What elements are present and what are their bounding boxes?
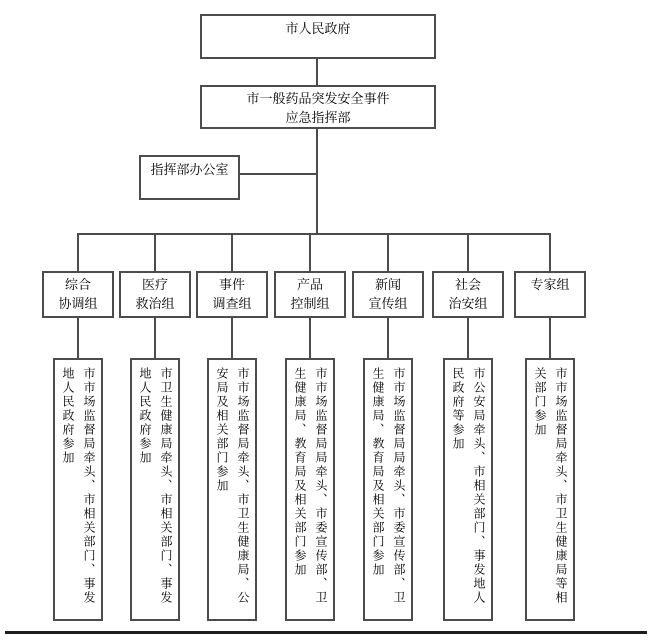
group-label-line: 社会 — [454, 277, 481, 292]
group-label-line: 产品 — [296, 277, 323, 292]
group-box-expert-group — [514, 271, 586, 318]
group-label-line: 协调组 — [58, 296, 98, 311]
group-box-medical-treatment-group — [119, 271, 191, 318]
office-box-headquarters-office — [139, 155, 240, 200]
detail-box-news-publicity-group: 市市场监督局局牵头、市委宣传部、卫生健康局、教育局及相关部门参加 — [363, 358, 413, 621]
command-box-emergency-headquarters — [200, 85, 436, 129]
group-label-line: 医疗 — [141, 277, 168, 292]
group-box-news-publicity-group — [352, 271, 424, 318]
group-box-product-control-group — [274, 271, 346, 318]
group-label-line: 综合 — [64, 277, 91, 292]
group-label-line: 专家组 — [530, 277, 570, 292]
office-label: 指挥部办公室 — [150, 162, 229, 177]
detail-box-product-control-group: 市市场监督局局牵头、市委宣传部、卫生健康局、教育局及相关部门参加 — [285, 358, 335, 621]
drop-line-incident-investigation-group — [231, 233, 233, 271]
group-box-public-security-group — [432, 271, 504, 318]
group-label-line: 宣传组 — [368, 296, 408, 311]
drop-line-public-security-group — [467, 233, 469, 271]
detail-box-expert-group: 市市场监督局牵头、市卫生健康局等相关部门参加 — [525, 358, 575, 621]
distribution-line — [77, 233, 551, 235]
group-label-line: 治安组 — [448, 296, 488, 311]
drop-line-product-detail — [309, 318, 311, 358]
drop-line-coordination-group — [77, 233, 79, 271]
drop-line-expert-detail — [549, 318, 551, 358]
page-bottom-rule — [5, 631, 647, 634]
drop-line-security-detail — [467, 318, 469, 358]
root-box-municipal-government — [200, 14, 436, 59]
connector-root-to-command — [316, 59, 318, 85]
drop-line-medical-treatment-group — [154, 233, 156, 271]
group-label-line: 事件 — [218, 277, 245, 292]
drop-line-news-detail — [387, 318, 389, 358]
connector-command-to-groups — [316, 129, 318, 233]
group-box-coordination-group — [42, 271, 114, 318]
detail-box-public-security-group: 市公安局牵头、市相关部门、事发地人民政府等参加 — [443, 358, 493, 621]
drop-line-product-control-group — [309, 233, 311, 271]
group-label-line: 救治组 — [135, 296, 175, 311]
drop-line-coordination-detail — [77, 318, 79, 358]
group-label-line: 控制组 — [290, 296, 330, 311]
group-label-line: 调查组 — [212, 296, 252, 311]
root-label: 市人民政府 — [285, 21, 351, 36]
detail-box-coordination-group: 市市场监督局牵头、市相关部门、事发地人民政府参加 — [53, 358, 103, 621]
connector-office-to-trunk — [240, 173, 317, 175]
detail-box-incident-investigation-group: 市市场监督局牵头、市卫生健康局、公安局及相关部门参加 — [207, 358, 257, 621]
command-label-line1: 市一般药品突发安全事件 — [246, 91, 390, 106]
group-label-line: 新闻 — [374, 277, 401, 292]
drop-line-investigation-detail — [231, 318, 233, 358]
command-label-line2: 应急指挥部 — [285, 110, 351, 125]
group-box-incident-investigation-group — [196, 271, 268, 318]
drop-line-news-publicity-group — [387, 233, 389, 271]
drop-line-medical-detail — [154, 318, 156, 358]
drop-line-expert-group — [549, 233, 551, 271]
detail-box-medical-treatment-group: 市卫生健康局牵头、市相关部门、事发地人民政府参加 — [130, 358, 180, 621]
